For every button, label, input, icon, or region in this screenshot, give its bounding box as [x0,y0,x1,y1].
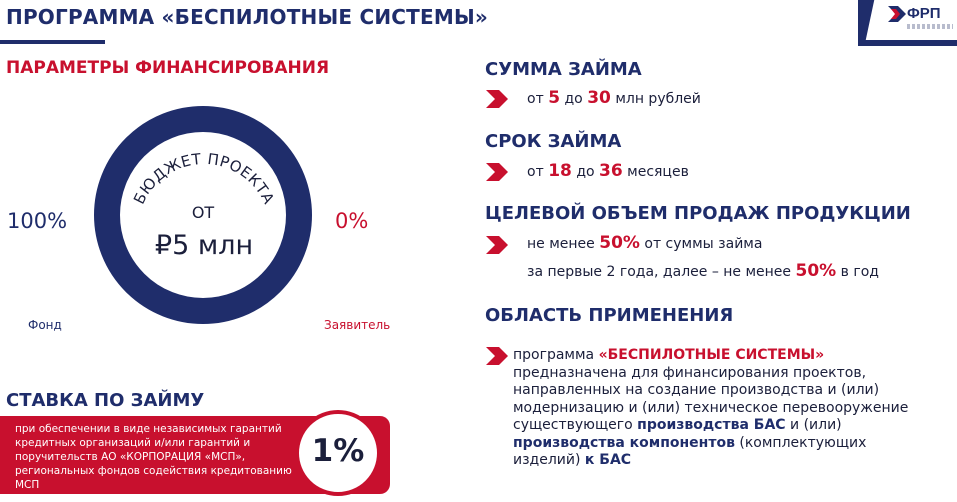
app-part3: предназначена для финансирования проектов, направленных на создание производства и (или) модернизацию и (или) техническое перевооружение существующего [513,364,909,433]
loan-amount-title: СУММА ЗАЙМА [485,59,642,80]
svg-text:БЮДЖЕТ ПРОЕКТА [130,150,278,207]
loan-amount-mid: до [564,91,583,107]
financing-title: ПАРАМЕТРЫ ФИНАНСИРОВАНИЯ [6,58,330,78]
logo-text: ФРП [907,5,941,22]
sales-target-line1 [527,233,762,253]
chevron-right-icon [486,163,508,181]
loan-amount-min: 5 [548,88,561,108]
logo-badge [858,0,957,46]
app-part8: к БАС [584,452,632,468]
logo-subtitle [907,24,953,29]
fund-percent: 100% [7,209,68,233]
application-description [513,347,933,470]
loan-term-unit: месяцев [627,164,689,180]
sales-line2-pre: за первые 2 года, далее – не менее [527,264,792,280]
sales-line2-value: 50% [795,261,837,281]
rate-description: при обеспечении в виде независимых гарантий кредитных организаций и/или гарантий и поручительств АО «КОРПОРАЦИЯ «МСП», региональных фондов содействия кредитованию МСП [15,423,292,491]
loan-term-row [527,161,689,181]
chevron-right-icon [486,347,508,365]
application-title: ОБЛАСТЬ ПРИМЕНЕНИЯ [485,305,734,326]
loan-term-min: 18 [548,161,572,181]
donut-from: ОТ [191,203,215,222]
app-part4: производства БАС [637,417,786,433]
sales-target-title: ЦЕЛЕВОЙ ОБЪЕМ ПРОДАЖ ПРОДУКЦИИ [485,203,911,224]
sales-line1-pre: не менее [527,236,595,252]
sales-line1-value: 50% [599,233,640,253]
chevron-right-icon [486,236,508,254]
loan-term-max: 36 [599,161,623,181]
app-part5: и (или) [790,417,842,433]
budget-value: ₽5 млн [154,230,254,261]
donut-caption-text: БЮДЖЕТ ПРОЕКТА [130,149,278,208]
app-program-name: «БЕСПИЛОТНЫЕ СИСТЕМЫ» [598,347,825,363]
sales-target-line2 [527,261,879,281]
loan-amount-pre: от [527,91,544,107]
applicant-percent: 0% [335,209,369,233]
chevron-right-icon [486,90,508,108]
frp-logo-icon [888,6,906,22]
app-part7: (комплектующих изделий) [513,434,867,468]
loan-term-mid: до [576,164,595,180]
fund-label: Фонд [28,318,62,332]
rate-value: 1% [311,433,365,469]
loan-term-pre: от [527,164,544,180]
sales-line2-post: в год [840,264,879,280]
sales-line1-post: от суммы займа [644,236,763,252]
loan-term-title: СРОК ЗАЙМА [485,131,622,152]
applicant-label: Заявитель [324,318,391,332]
page-title: ПРОГРАММА «БЕСПИЛОТНЫЕ СИСТЕМЫ» [6,5,488,29]
header-underline [0,40,105,44]
rate-title: СТАВКА ПО ЗАЙМУ [6,390,205,411]
loan-amount-row [527,88,701,108]
loan-amount-unit: млн рублей [615,91,701,107]
loan-amount-max: 30 [587,88,611,108]
app-part1: программа [513,347,595,363]
app-part6: производства компонентов [513,434,735,451]
